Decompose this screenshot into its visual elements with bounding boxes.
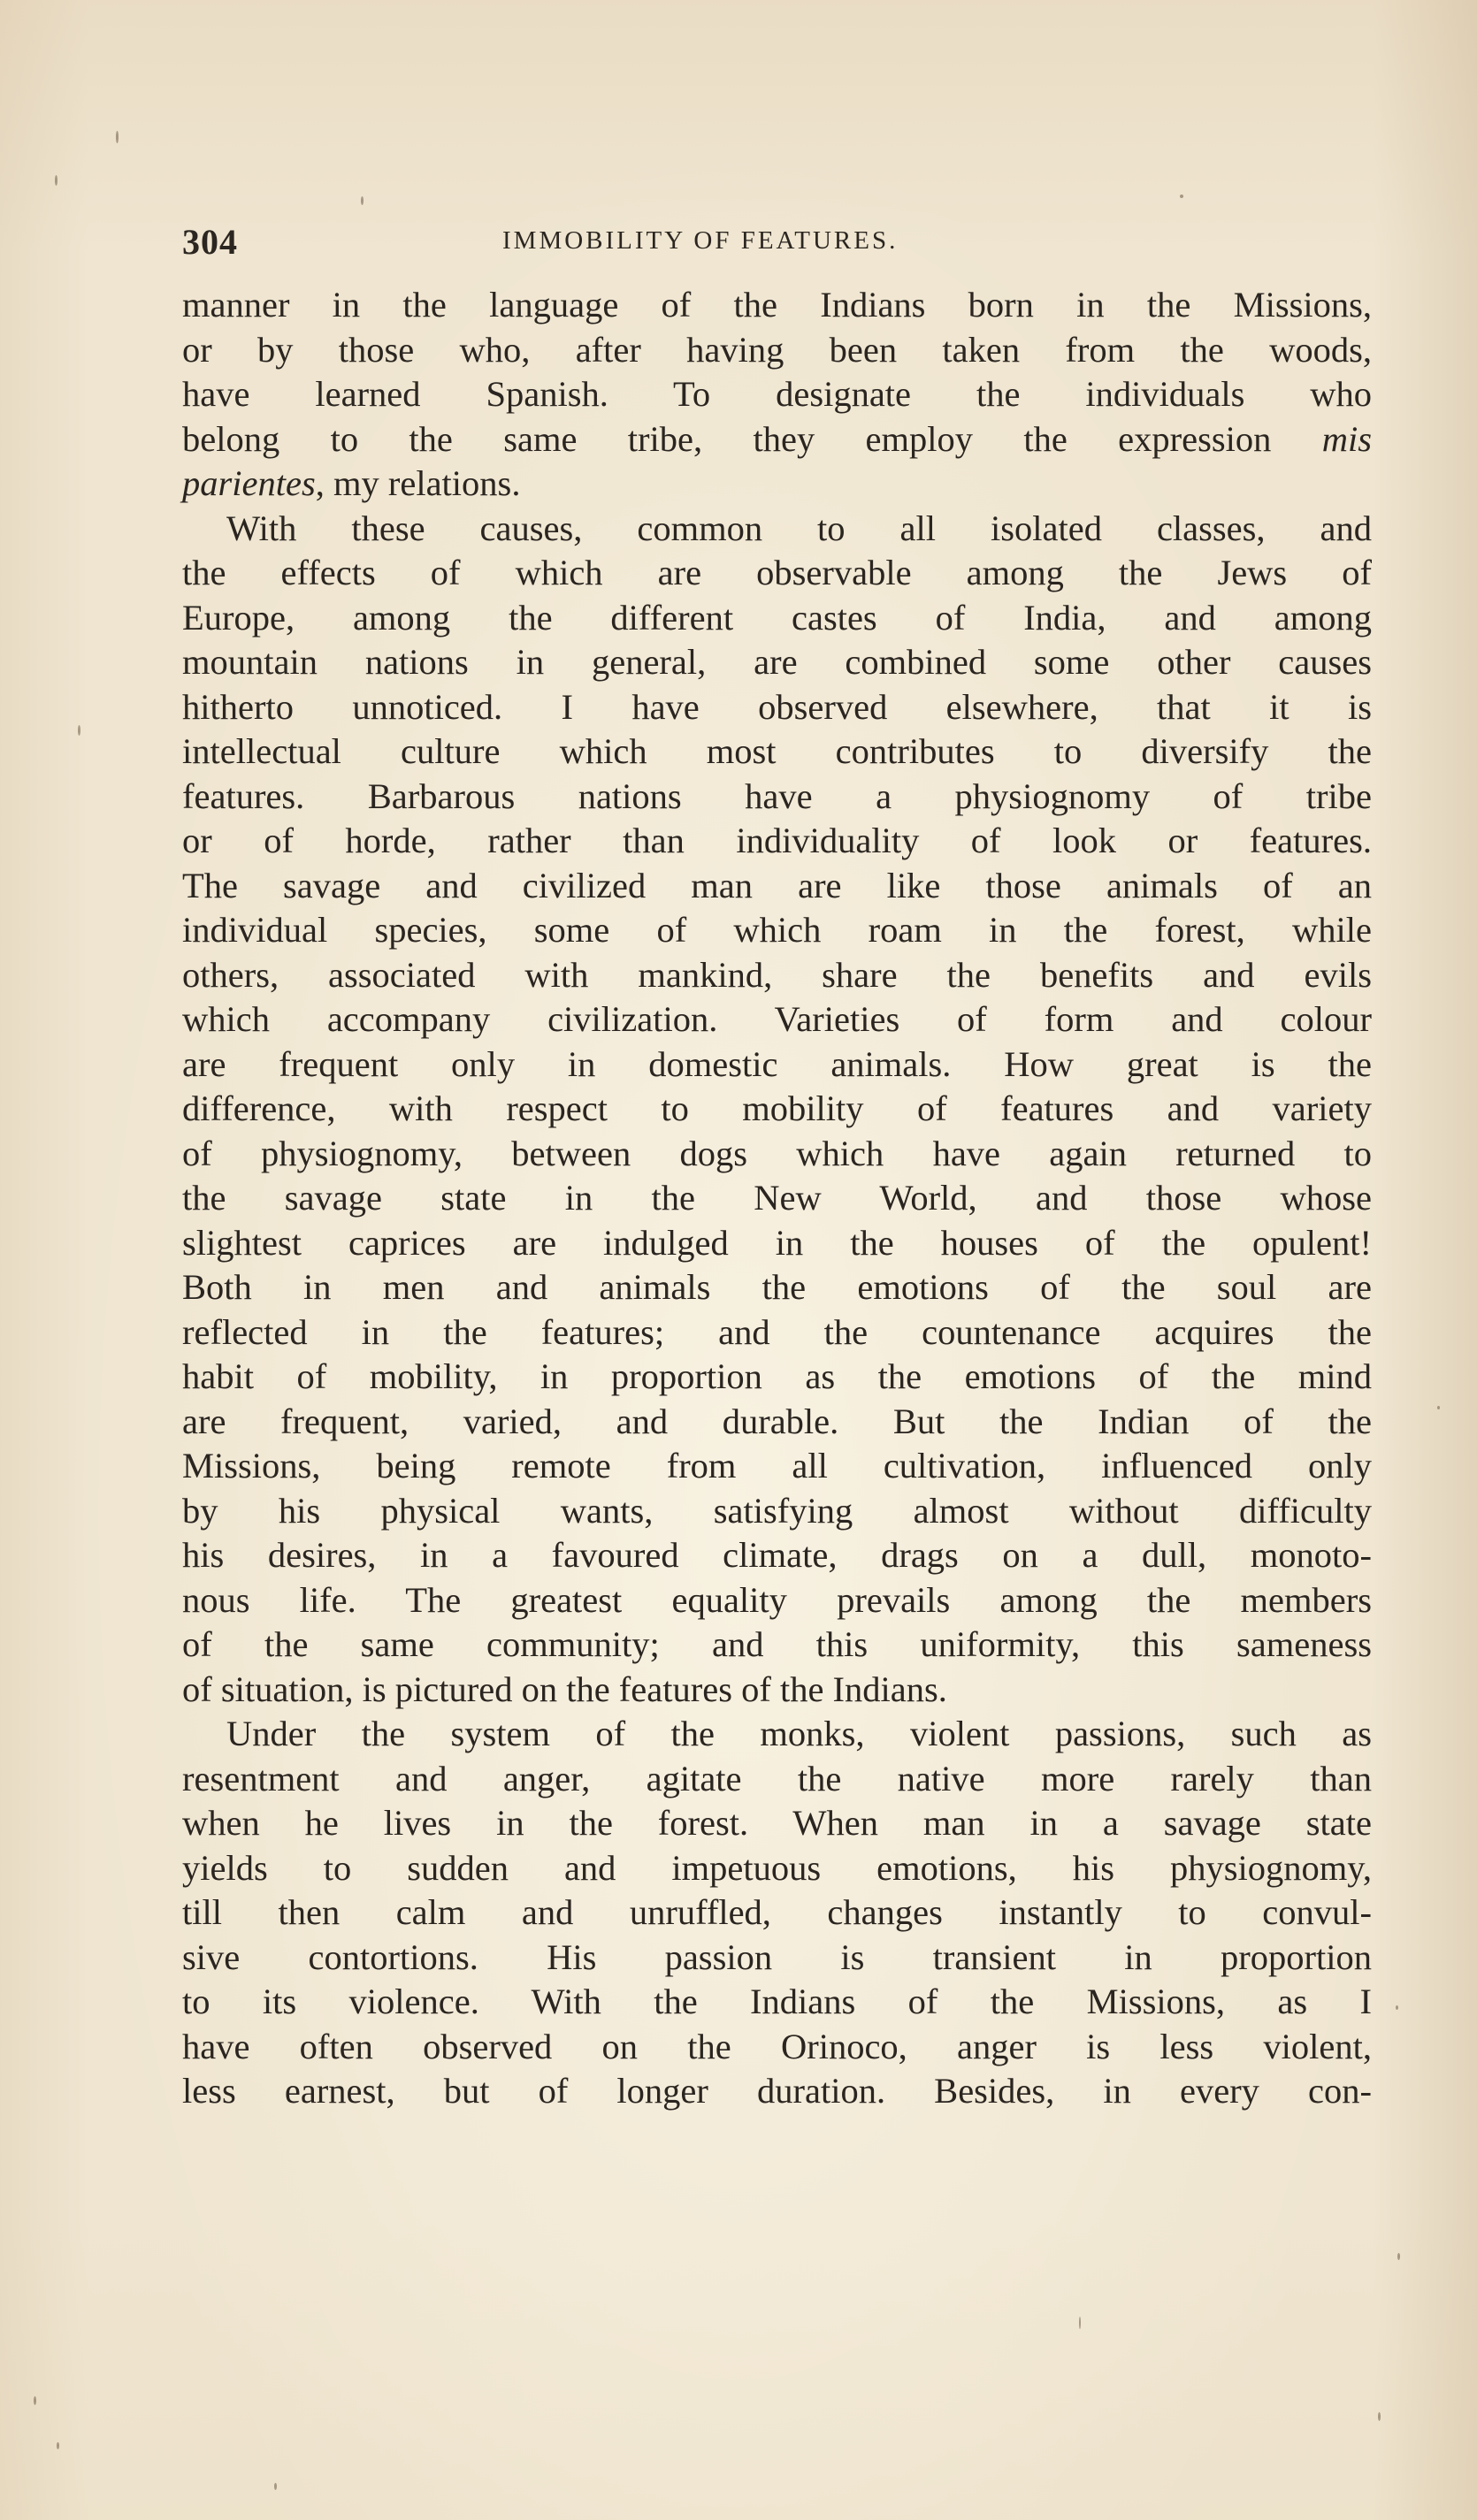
paper-speck — [55, 175, 57, 186]
paper-speck — [1378, 2412, 1381, 2421]
paper-speck — [1180, 195, 1183, 198]
text-line: the effects of which are observable among the Jews of — [182, 553, 1372, 592]
text-line: Missions, being remote from all cultivation, influenced only — [182, 1446, 1372, 1485]
text-line — [182, 417, 1372, 462]
paper-speck — [1079, 2317, 1081, 2329]
text-line: till then calm and unruffled, changes instantly to convul- — [182, 1892, 1372, 1932]
text-line: nous life. The greatest equality prevails among the members — [182, 1579, 1372, 1620]
text-line: Europe, among the different castes of India, and among — [182, 597, 1372, 638]
italic-term: mis — [1321, 418, 1372, 459]
text-line: difference, with respect to mobility of features and variety — [182, 1088, 1372, 1128]
running-head — [182, 221, 1372, 274]
text-line: of physiognomy, between dogs which have again returned to — [182, 1133, 1372, 1173]
paper-speck — [274, 2483, 277, 2490]
text-line: of the same community; and this uniformity, this sameness — [182, 1624, 1372, 1664]
text-line: his desires, in a favoured climate, drags on a dull, monoto- — [182, 1535, 1372, 1575]
text-line: or of horde, rather than individuality of look or features. — [182, 821, 1372, 860]
text-line: others, associated with mankind, share the benefits and evils — [182, 954, 1372, 995]
paper-speck — [34, 2396, 36, 2405]
italic-term: parientes — [182, 463, 316, 503]
text-line: by his physical wants, satisfying almost without difficulty — [182, 1490, 1372, 1531]
text-line: are frequent, varied, and durable. But the Indian of the — [182, 1401, 1372, 1441]
text-line: individual species, some of which roam in the forest, while — [182, 910, 1372, 950]
text-line: have often observed on the Orinoco, anger is less violent, — [182, 2026, 1372, 2066]
text-line: Both in men and animals the emotions of the soul are — [182, 1267, 1372, 1307]
text-line: less earnest, but of longer duration. Besides, in every con- — [182, 2071, 1372, 2111]
text-line: which accompany civilization. Varieties of form and colour — [182, 999, 1372, 1039]
text-line: the savage state in the New World, and those whose — [182, 1178, 1372, 1218]
text-line: of situation, is pictured on the features of the Indians. — [182, 1669, 947, 1709]
text-line: resentment and anger, agitate the native more rarely than — [182, 1758, 1372, 1798]
text-line: when he lives in the forest. When man in a savage state — [182, 1803, 1372, 1843]
paper-speck — [1437, 1406, 1440, 1409]
paragraph-start-line: Under the system of the monks, violent passions, such as — [226, 1714, 1372, 1753]
text-line: sive contortions. His passion is transient in proportion — [182, 1936, 1372, 1977]
text-line — [182, 462, 1372, 507]
text-line: features. Barbarous nations have a physiognomy of tribe — [182, 775, 1372, 816]
body-text — [182, 283, 1372, 2114]
paper-speck — [57, 2442, 59, 2449]
text-line: are frequent only in domestic animals. How great is the — [182, 1043, 1372, 1084]
text-line: The savage and civilized man are like those animals of an — [182, 865, 1372, 905]
paper-speck — [361, 196, 364, 205]
text-line: to its violence. With the Indians of the Missions, as I — [182, 1982, 1372, 2021]
text-line: yields to sudden and impetuous emotions, his physiognomy, — [182, 1847, 1372, 1888]
text-line: manner in the language of the Indians born in the Missions, — [182, 285, 1372, 325]
paper-speck — [1396, 2005, 1398, 2010]
text-line: habit of mobility, in proportion as the emotions of the mind — [182, 1356, 1372, 1396]
text-line: hitherto unnoticed. I have observed elsewhere, that it is — [182, 686, 1372, 727]
text-line: reflected in the features; and the countenance acquires the — [182, 1311, 1372, 1352]
text-segment: , my relations. — [315, 463, 521, 503]
text-line: intellectual culture which most contributes to diversify the — [182, 731, 1372, 771]
paper-speck — [116, 131, 119, 143]
paper-speck — [78, 725, 80, 736]
text-line: have learned Spanish. To designate the individuals who — [182, 374, 1372, 414]
text-line: or by those who, after having been taken from the woods, — [182, 329, 1372, 370]
running-title: IMMOBILITY OF FEATURES. — [502, 226, 899, 255]
paragraph-start-line: With these causes, common to all isolated classes, and — [226, 508, 1372, 548]
page-number: 304 — [182, 222, 238, 262]
text-line: mountain nations in general, are combined some other causes — [182, 642, 1372, 682]
paper-speck — [1397, 2253, 1400, 2260]
text-line: slightest caprices are indulged in the houses of the opulent! — [182, 1222, 1372, 1263]
text-segment: belong to the same tribe, they employ the expression — [182, 418, 1272, 459]
